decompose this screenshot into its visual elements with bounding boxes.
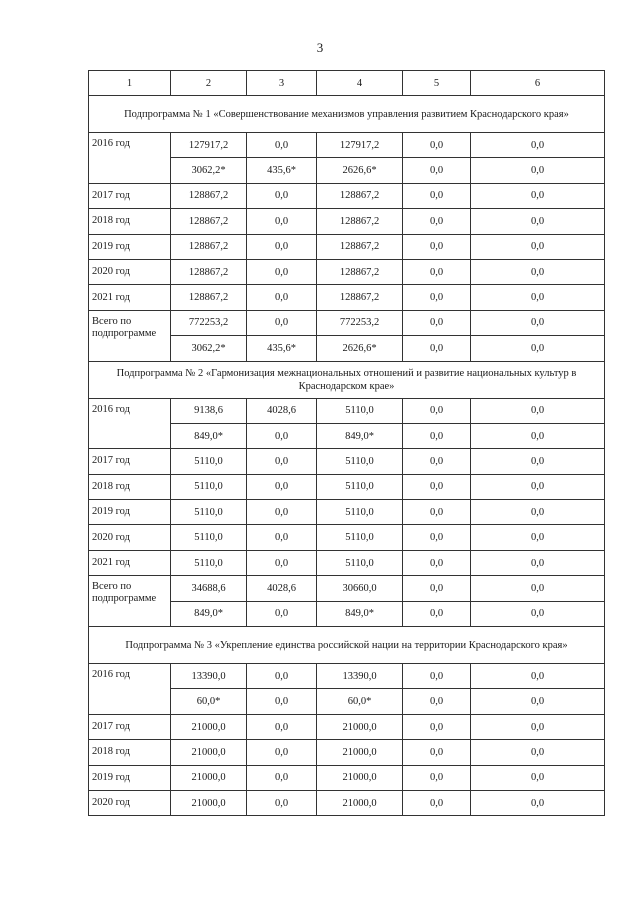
table-cell: 5110,0 bbox=[171, 449, 247, 474]
table-cell: 5110,0 bbox=[317, 449, 403, 474]
table-cell: 0,0 bbox=[403, 790, 471, 815]
row-label: 2017 год bbox=[89, 449, 171, 474]
table-cell: 0,0 bbox=[247, 740, 317, 765]
table-row bbox=[89, 525, 605, 550]
table-cell: 0,0 bbox=[471, 576, 605, 601]
table-cell: 0,0 bbox=[247, 601, 317, 626]
table-cell: 0,0 bbox=[403, 576, 471, 601]
table-cell: 0,0 bbox=[403, 183, 471, 208]
budget-table bbox=[88, 70, 605, 816]
row-label: Всего по подпрограмме bbox=[89, 310, 171, 361]
row-label: 2018 год bbox=[89, 209, 171, 234]
table-cell: 21000,0 bbox=[317, 765, 403, 790]
table-cell: 0,0 bbox=[471, 234, 605, 259]
page-number: 3 bbox=[316, 40, 324, 55]
table-cell: 0,0 bbox=[471, 449, 605, 474]
table-cell: 5110,0 bbox=[317, 474, 403, 499]
table-cell: 0,0 bbox=[247, 234, 317, 259]
row-label: 2019 год bbox=[89, 234, 171, 259]
subprogram-title: Подпрограмма № 3 «Укрепление единства российской нации на территории Краснодарского края» bbox=[89, 627, 605, 664]
table-cell: 4028,6 bbox=[247, 576, 317, 601]
table-cell: 0,0 bbox=[471, 310, 605, 335]
table-cell: 128867,2 bbox=[171, 259, 247, 284]
table-row bbox=[89, 183, 605, 208]
table-cell: 0,0 bbox=[471, 525, 605, 550]
table-cell: 0,0 bbox=[471, 398, 605, 423]
table-row bbox=[89, 133, 605, 158]
table-cell: 0,0 bbox=[247, 310, 317, 335]
table-cell: 30660,0 bbox=[317, 576, 403, 601]
table-cell: 0,0 bbox=[403, 259, 471, 284]
table-row bbox=[89, 740, 605, 765]
table-row bbox=[89, 576, 605, 601]
table-cell: 0,0 bbox=[471, 500, 605, 525]
table-cell: 0,0 bbox=[403, 158, 471, 183]
table-cell: 0,0 bbox=[403, 714, 471, 739]
table-cell: 0,0 bbox=[247, 714, 317, 739]
table-cell: 0,0 bbox=[247, 664, 317, 689]
table-cell: 0,0 bbox=[247, 133, 317, 158]
column-header: 6 bbox=[471, 71, 605, 96]
table-cell: 21000,0 bbox=[171, 765, 247, 790]
table-row bbox=[89, 209, 605, 234]
table-cell: 0,0 bbox=[471, 664, 605, 689]
table-cell: 128867,2 bbox=[171, 209, 247, 234]
table-cell: 9138,6 bbox=[171, 398, 247, 423]
table-cell: 21000,0 bbox=[171, 790, 247, 815]
table-cell: 0,0 bbox=[403, 133, 471, 158]
table-cell: 0,0 bbox=[247, 790, 317, 815]
table-cell: 0,0 bbox=[403, 336, 471, 361]
row-label: 2019 год bbox=[89, 765, 171, 790]
table-row bbox=[89, 259, 605, 284]
table-cell: 127917,2 bbox=[171, 133, 247, 158]
table-cell: 0,0 bbox=[471, 714, 605, 739]
table-cell: 0,0 bbox=[403, 689, 471, 714]
table-cell: 0,0 bbox=[247, 500, 317, 525]
table-cell: 0,0 bbox=[471, 336, 605, 361]
table-cell: 128867,2 bbox=[317, 285, 403, 310]
table-cell: 21000,0 bbox=[171, 740, 247, 765]
table-cell: 0,0 bbox=[471, 158, 605, 183]
table-cell: 849,0* bbox=[317, 601, 403, 626]
table-cell: 0,0 bbox=[247, 209, 317, 234]
column-header: 4 bbox=[317, 71, 403, 96]
table-cell: 0,0 bbox=[403, 765, 471, 790]
row-label: 2018 год bbox=[89, 474, 171, 499]
table-row bbox=[89, 398, 605, 423]
column-header: 3 bbox=[247, 71, 317, 96]
table-row bbox=[89, 474, 605, 499]
row-label: 2021 год bbox=[89, 550, 171, 575]
table-cell: 13390,0 bbox=[171, 664, 247, 689]
table-row bbox=[89, 765, 605, 790]
table-cell: 849,0* bbox=[171, 601, 247, 626]
table-cell: 0,0 bbox=[247, 765, 317, 790]
table-cell: 0,0 bbox=[471, 423, 605, 448]
table-cell: 0,0 bbox=[471, 259, 605, 284]
table-cell: 0,0 bbox=[403, 474, 471, 499]
table-cell: 0,0 bbox=[403, 664, 471, 689]
table-cell: 0,0 bbox=[403, 398, 471, 423]
table-cell: 0,0 bbox=[403, 550, 471, 575]
table-cell: 772253,2 bbox=[171, 310, 247, 335]
table-cell: 128867,2 bbox=[317, 183, 403, 208]
table-cell: 128867,2 bbox=[317, 259, 403, 284]
table-cell: 0,0 bbox=[403, 449, 471, 474]
table-cell: 0,0 bbox=[403, 500, 471, 525]
table-cell: 4028,6 bbox=[247, 398, 317, 423]
table-row bbox=[89, 449, 605, 474]
table-cell: 0,0 bbox=[247, 525, 317, 550]
table-cell: 2626,6* bbox=[317, 158, 403, 183]
table-cell: 0,0 bbox=[471, 740, 605, 765]
column-header: 2 bbox=[171, 71, 247, 96]
column-header: 1 bbox=[89, 71, 171, 96]
table-cell: 5110,0 bbox=[171, 500, 247, 525]
table-cell: 849,0* bbox=[171, 423, 247, 448]
row-label: 2016 год bbox=[89, 398, 171, 449]
table-cell: 0,0 bbox=[403, 209, 471, 234]
row-label: Всего по подпрограмме bbox=[89, 576, 171, 627]
table-cell: 0,0 bbox=[247, 183, 317, 208]
table-cell: 0,0 bbox=[471, 285, 605, 310]
table-cell: 128867,2 bbox=[171, 183, 247, 208]
table-cell: 0,0 bbox=[403, 234, 471, 259]
table-cell: 0,0 bbox=[403, 525, 471, 550]
row-label: 2017 год bbox=[89, 183, 171, 208]
table-cell: 0,0 bbox=[247, 449, 317, 474]
row-label: 2017 год bbox=[89, 714, 171, 739]
table-cell: 772253,2 bbox=[317, 310, 403, 335]
table-cell: 5110,0 bbox=[171, 525, 247, 550]
subprogram-title: Подпрограмма № 1 «Совершенствование механизмов управления развитием Краснодарского края» bbox=[89, 96, 605, 133]
table-cell: 128867,2 bbox=[317, 234, 403, 259]
table-row bbox=[89, 790, 605, 815]
table-cell: 0,0 bbox=[247, 423, 317, 448]
table-cell: 2626,6* bbox=[317, 336, 403, 361]
table-cell: 0,0 bbox=[471, 183, 605, 208]
table-cell: 0,0 bbox=[471, 133, 605, 158]
table-cell: 5110,0 bbox=[317, 500, 403, 525]
table-cell: 34688,6 bbox=[171, 576, 247, 601]
table-cell: 0,0 bbox=[471, 689, 605, 714]
row-label: 2021 год bbox=[89, 285, 171, 310]
table-cell: 0,0 bbox=[471, 790, 605, 815]
table-cell: 0,0 bbox=[247, 550, 317, 575]
subprogram-title-row bbox=[89, 361, 605, 398]
table-cell: 0,0 bbox=[247, 259, 317, 284]
table-cell: 0,0 bbox=[247, 689, 317, 714]
row-label: 2020 год bbox=[89, 525, 171, 550]
table-cell: 3062,2* bbox=[171, 336, 247, 361]
table-cell: 21000,0 bbox=[317, 740, 403, 765]
table-cell: 435,6* bbox=[247, 158, 317, 183]
table-cell: 0,0 bbox=[403, 601, 471, 626]
table-row bbox=[89, 550, 605, 575]
table-cell: 5110,0 bbox=[317, 398, 403, 423]
column-header-row bbox=[89, 71, 605, 96]
table-cell: 127917,2 bbox=[317, 133, 403, 158]
row-label: 2020 год bbox=[89, 259, 171, 284]
row-label: 2020 год bbox=[89, 790, 171, 815]
subprogram-title: Подпрограмма № 2 «Гармонизация межнациональных отношений и развитие национальных культур в Краснодарском крае» bbox=[89, 361, 605, 398]
table-cell: 60,0* bbox=[317, 689, 403, 714]
table-row bbox=[89, 234, 605, 259]
table-cell: 128867,2 bbox=[171, 285, 247, 310]
table-cell: 0,0 bbox=[471, 601, 605, 626]
table-cell: 5110,0 bbox=[171, 550, 247, 575]
table-cell: 849,0* bbox=[317, 423, 403, 448]
row-label: 2016 год bbox=[89, 664, 171, 715]
table-cell: 0,0 bbox=[471, 474, 605, 499]
table-cell: 5110,0 bbox=[171, 474, 247, 499]
table-cell: 3062,2* bbox=[171, 158, 247, 183]
table-row bbox=[89, 500, 605, 525]
table-cell: 128867,2 bbox=[171, 234, 247, 259]
budget-table-body bbox=[89, 71, 605, 816]
table-cell: 0,0 bbox=[403, 310, 471, 335]
table-cell: 0,0 bbox=[403, 423, 471, 448]
table-row bbox=[89, 285, 605, 310]
table-row bbox=[89, 310, 605, 335]
table-cell: 0,0 bbox=[403, 285, 471, 310]
table-cell: 0,0 bbox=[471, 765, 605, 790]
table-cell: 0,0 bbox=[403, 740, 471, 765]
table-cell: 21000,0 bbox=[317, 790, 403, 815]
table-cell: 5110,0 bbox=[317, 525, 403, 550]
table-cell: 13390,0 bbox=[317, 664, 403, 689]
table-cell: 435,6* bbox=[247, 336, 317, 361]
table-cell: 0,0 bbox=[471, 550, 605, 575]
table-cell: 5110,0 bbox=[317, 550, 403, 575]
table-row bbox=[89, 714, 605, 739]
row-label: 2019 год bbox=[89, 500, 171, 525]
subprogram-title-row bbox=[89, 627, 605, 664]
table-cell: 0,0 bbox=[247, 285, 317, 310]
table-cell: 0,0 bbox=[247, 474, 317, 499]
table-cell: 60,0* bbox=[171, 689, 247, 714]
subprogram-title-row bbox=[89, 96, 605, 133]
table-cell: 0,0 bbox=[471, 209, 605, 234]
table-cell: 21000,0 bbox=[171, 714, 247, 739]
row-label: 2016 год bbox=[89, 133, 171, 184]
table-row bbox=[89, 664, 605, 689]
column-header: 5 bbox=[403, 71, 471, 96]
table-cell: 128867,2 bbox=[317, 209, 403, 234]
table-cell: 21000,0 bbox=[317, 714, 403, 739]
row-label: 2018 год bbox=[89, 740, 171, 765]
